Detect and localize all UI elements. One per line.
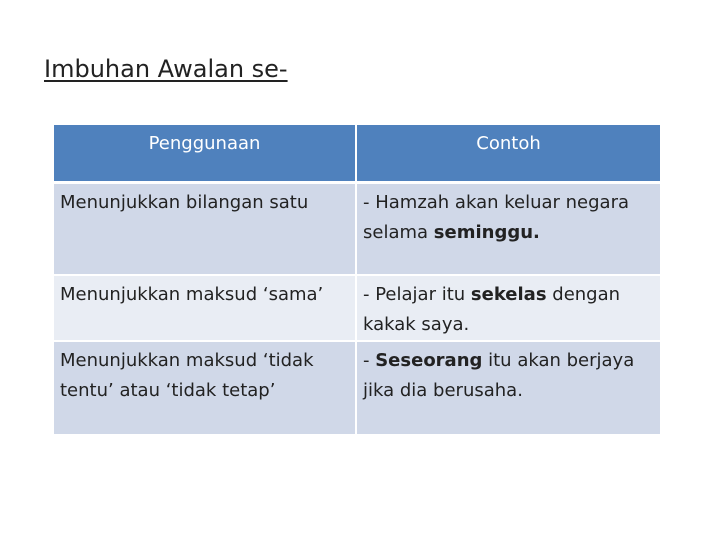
usage-text: Menunjukkan maksud ‘sama’ bbox=[60, 284, 324, 305]
table-row bbox=[54, 341, 660, 435]
usage-text: tentu’ atau ‘tidak tetap’ bbox=[60, 380, 276, 401]
usage-cell bbox=[54, 183, 356, 276]
example-cell bbox=[356, 341, 660, 435]
example-text: itu akan berjaya bbox=[482, 350, 635, 371]
example-line bbox=[363, 218, 654, 248]
example-text: - bbox=[363, 350, 376, 371]
header-example bbox=[356, 125, 660, 183]
table-header-row bbox=[54, 125, 660, 183]
example-cell bbox=[356, 183, 660, 276]
header-usage bbox=[54, 125, 356, 183]
header-example-label: Contoh bbox=[476, 133, 541, 154]
affix-usage-table bbox=[54, 125, 660, 436]
example-highlight-word: seminggu. bbox=[433, 222, 540, 243]
usage-text: Menunjukkan maksud ‘tidak bbox=[60, 350, 314, 371]
example-line bbox=[363, 280, 654, 310]
example-line: jika dia berusaha. bbox=[363, 380, 523, 401]
example-text: dengan bbox=[546, 284, 621, 305]
header-usage-label: Penggunaan bbox=[148, 133, 261, 154]
usage-cell bbox=[54, 341, 356, 435]
usage-cell bbox=[54, 275, 356, 341]
example-line: - Hamzah akan keluar negara bbox=[363, 192, 630, 213]
table-row bbox=[54, 275, 660, 341]
example-line: kakak saya. bbox=[363, 314, 470, 335]
example-cell bbox=[356, 275, 660, 341]
example-text: - Pelajar itu bbox=[363, 284, 471, 305]
usage-text: Menunjukkan bilangan satu bbox=[60, 192, 309, 213]
table-row bbox=[54, 183, 660, 276]
example-line bbox=[363, 346, 654, 376]
slide-title: Imbuhan Awalan se- bbox=[44, 55, 288, 83]
example-text: selama bbox=[363, 222, 434, 243]
example-highlight-word: Seseorang bbox=[375, 350, 483, 371]
example-highlight-word: sekelas bbox=[470, 284, 547, 305]
